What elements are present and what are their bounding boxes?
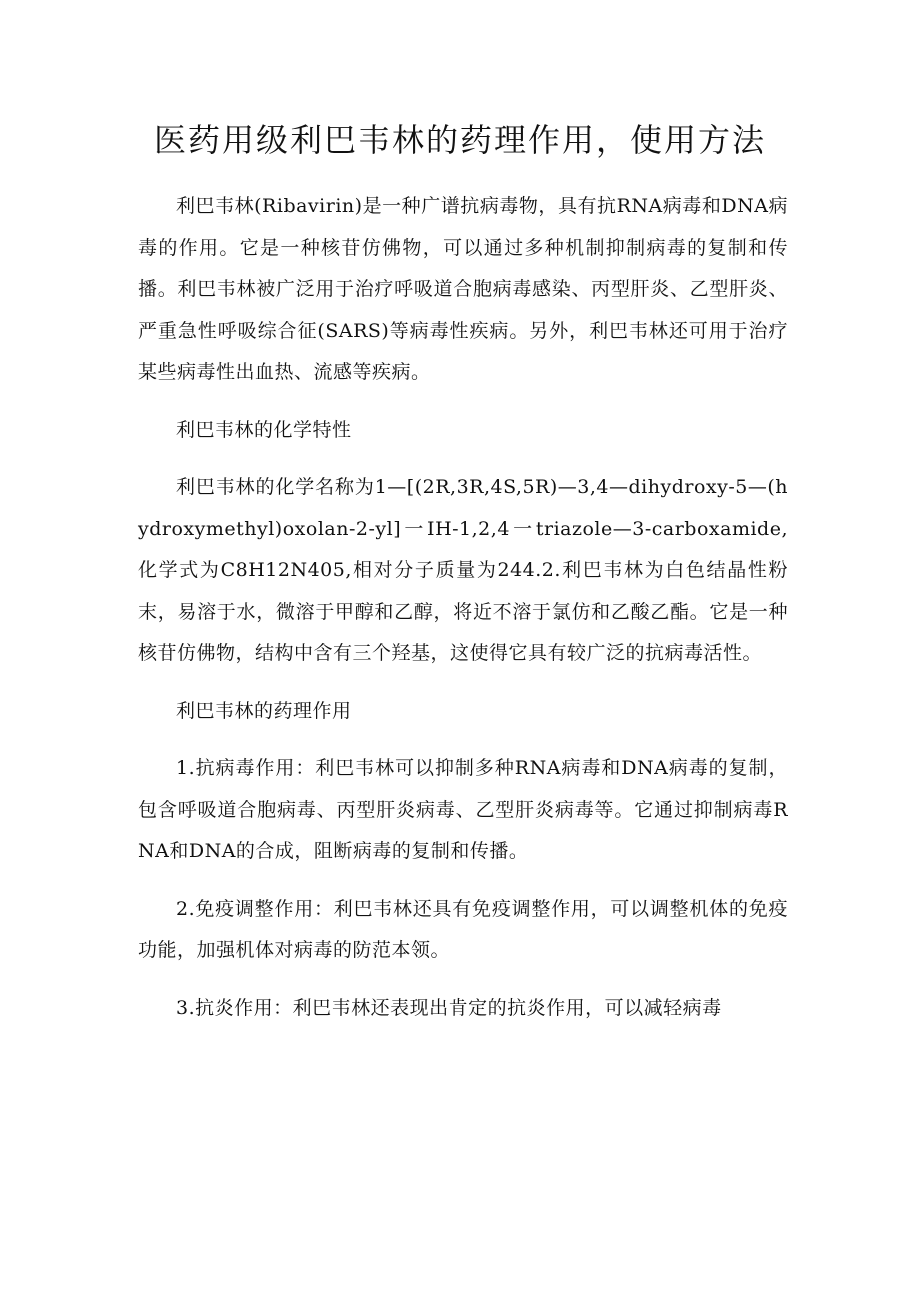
paragraph-immune-regulation: 2.免疫调整作用：利巴韦林还具有免疫调整作用，可以调整机体的免疫功能，加强机体对病毒的防范本领。	[138, 897, 788, 961]
paragraph-anti-inflammatory: 3.抗炎作用：利巴韦林还表现出肯定的抗炎作用，可以减轻病毒	[176, 996, 722, 1019]
section-heading-pharmacology: 利巴韦林的药理作用	[176, 699, 352, 722]
paragraph-antiviral-effect: 1.抗病毒作用：利巴韦林可以抑制多种RNA病毒和DNA病毒的复制，包含呼吸道合胞病毒、丙型肝炎病毒、乙型肝炎病毒等。它通过抑制病毒RNA和DNA的合成，阻断病毒的复制和传播。	[138, 757, 788, 862]
paragraph-chemical-properties: 利巴韦林的化学名称为1—[(2R,3R,4S,5R)—3,4—dihydroxy-5—(hydroxymethyl)oxolan-2-yl]一IH-1,2,4一triazole—3-carboxamide,化学式为C8H12N405,相对分子质量为244.2.利巴韦林为白色结晶性粉末，易溶于水，微溶于甲醇和乙醇，将近不溶于氯仿和乙酸乙酯。它是一种核苷仿佛物，结构中含有三个羟基，这使得它具有较广泛的抗病毒活性。	[138, 476, 788, 664]
document-title: 医药用级利巴韦林的药理作用，使用方法	[153, 121, 766, 159]
document-body	[138, 186, 788, 1045]
section-heading-chemical-properties: 利巴韦林的化学特性	[176, 418, 352, 441]
paragraph-intro: 利巴韦林(Ribavirin)是一种广谱抗病毒物，具有抗RNA病毒和DNA病毒的作用。它是一种核苷仿佛物，可以通过多种机制抑制病毒的复制和传播。利巴韦林被广泛用于治疗呼吸道合胞病毒感染、丙型肝炎、乙型肝炎、严重急性呼吸综合征(SARS)等病毒性疾病。另外，利巴韦林还可用于治疗某些病毒性出血热、流感等疾病。	[138, 195, 788, 383]
